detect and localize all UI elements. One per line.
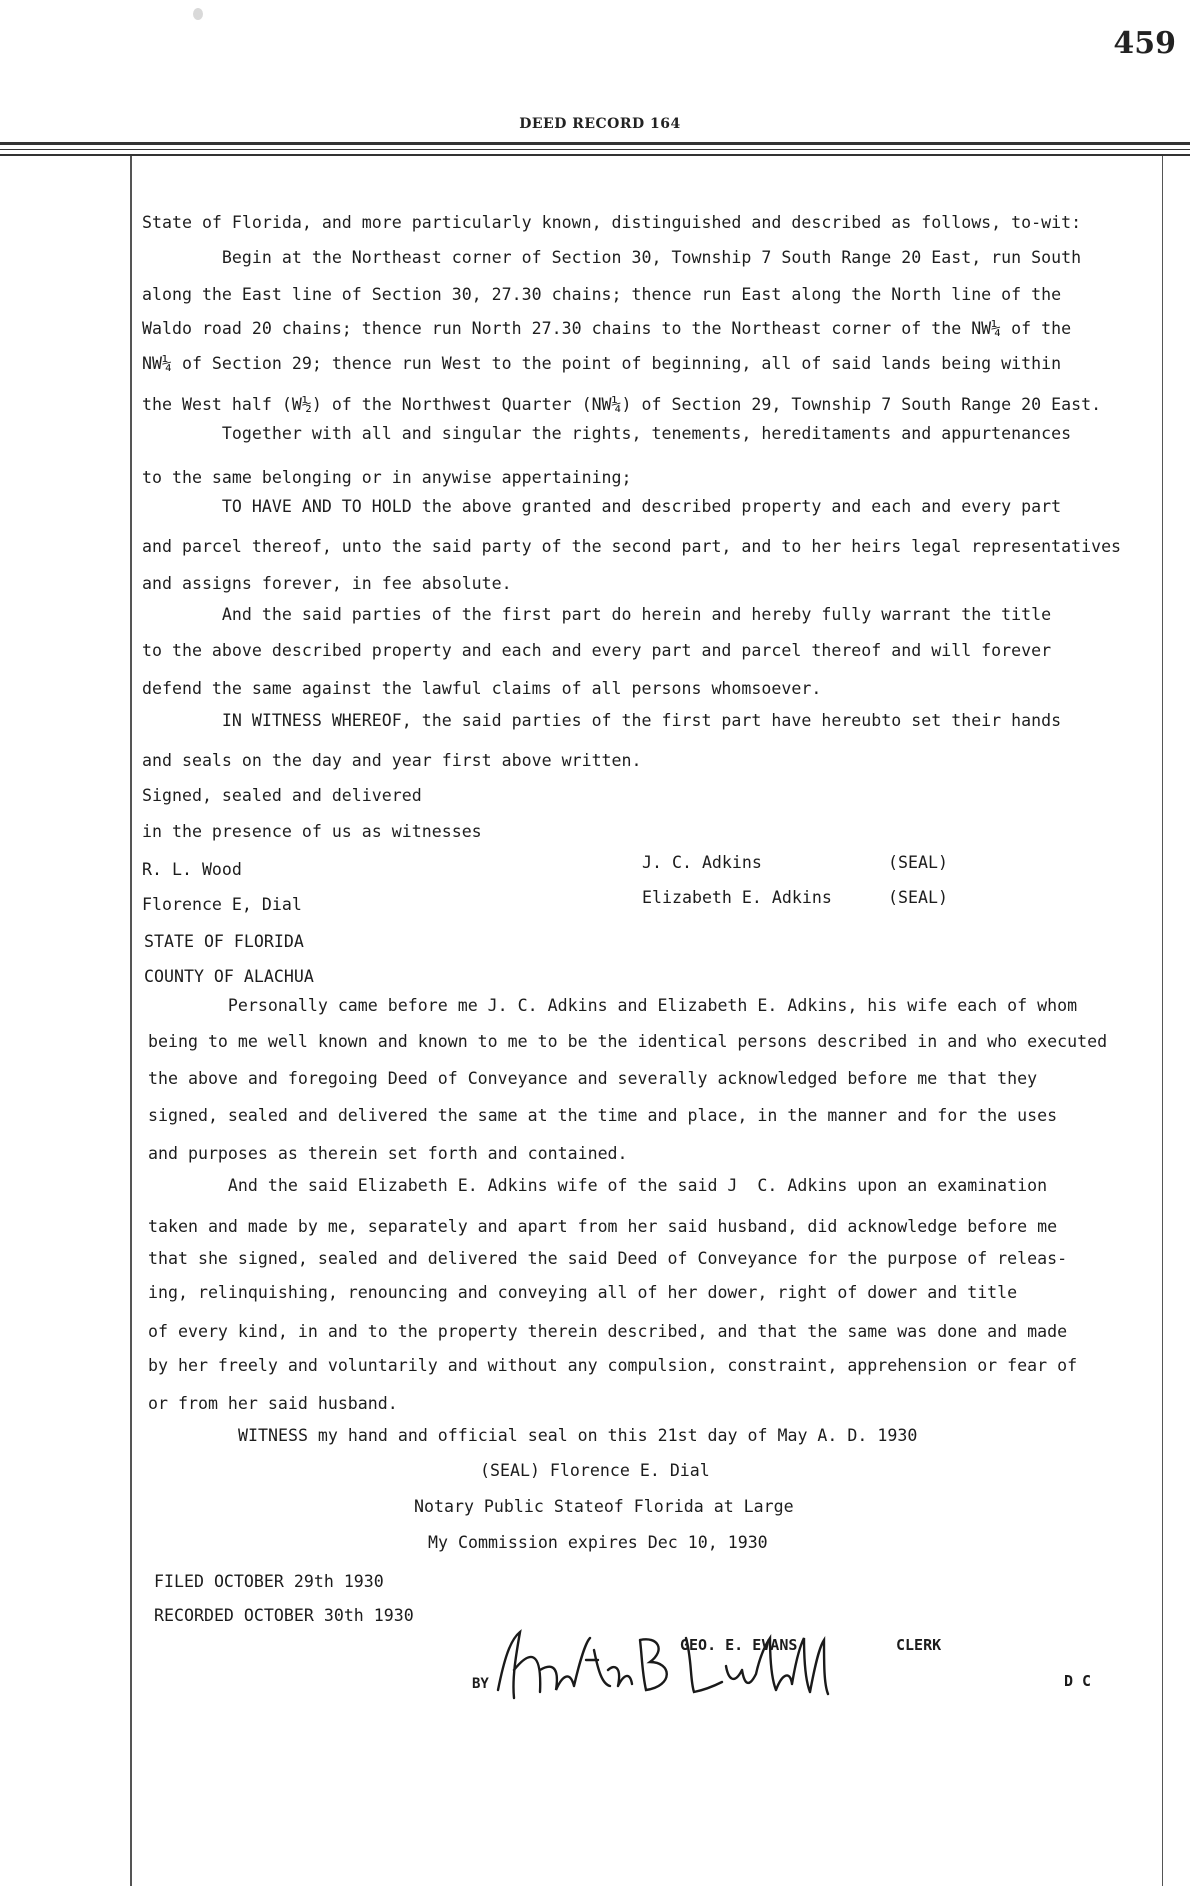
venue-line: COUNTY OF ALACHUA xyxy=(144,967,314,986)
clerk-name: GEO. E. EVANS xyxy=(680,1636,798,1654)
page-number: 459 xyxy=(1113,26,1176,61)
notary-title-line: Notary Public Stateof Florida at Large xyxy=(414,1497,794,1516)
deputy-clerk-signature xyxy=(490,1620,830,1710)
seal-mark: (SEAL) xyxy=(888,853,948,872)
deed-line: the West half (W½) of the Northwest Quarter (NW¼) of Section 29, Township 7 South Range 20 East. xyxy=(142,395,1102,414)
ack-line: by her freely and voluntarily and without any compulsion, constraint, apprehension or fear of xyxy=(148,1356,1078,1375)
venue-line: STATE OF FLORIDA xyxy=(144,932,304,951)
deed-line: Waldo road 20 chains; thence run North 27.30 chains to the Northeast corner of the NW¼ of the xyxy=(142,319,1072,338)
deed-line: in the presence of us as witnesses xyxy=(142,822,482,841)
header-rule xyxy=(0,149,1190,150)
ack-line: and purposes as therein set forth and contained. xyxy=(148,1144,628,1163)
deed-line: And the said parties of the first part do herein and hereby fully warrant the title xyxy=(142,605,1052,624)
witness-name: Florence E, Dial xyxy=(142,895,302,914)
deed-line: Begin at the Northeast corner of Section 30, Township 7 South Range 20 East, run South xyxy=(142,248,1082,267)
filed-date: FILED OCTOBER 29th 1930 xyxy=(154,1572,384,1591)
margin-line-right xyxy=(1162,156,1163,1886)
deed-line: Together with all and singular the rights, tenements, hereditaments and appurtenances xyxy=(142,424,1072,443)
deed-line: TO HAVE AND TO HOLD the above granted and described property and each and every part xyxy=(142,497,1062,516)
punch-hole xyxy=(193,8,203,20)
seal-mark: (SEAL) xyxy=(888,888,948,907)
grantor-name: J. C. Adkins xyxy=(642,853,762,872)
deed-line: Signed, sealed and delivered xyxy=(142,786,422,805)
clerk-title: CLERK xyxy=(896,1636,942,1654)
deed-line: NW¼ of Section 29; thence run West to the point of beginning, all of said lands being within xyxy=(142,354,1062,373)
deed-line: to the same belonging or in anywise appertaining; xyxy=(142,468,632,487)
witness-name: R. L. Wood xyxy=(142,860,242,879)
page-header: DEED RECORD 164 xyxy=(519,116,681,132)
ack-line: or from her said husband. xyxy=(148,1394,398,1413)
recorded-date: RECORDED OCTOBER 30th 1930 xyxy=(154,1606,414,1625)
deputy-clerk-label: D C xyxy=(1064,1672,1092,1690)
deed-line: to the above described property and each and every part and parcel thereof and will forever xyxy=(142,641,1052,660)
ack-line: And the said Elizabeth E. Adkins wife of the said J C. Adkins upon an examination xyxy=(148,1176,1048,1195)
header-rule xyxy=(0,142,1190,145)
ack-line: ing, relinquishing, renouncing and conveying all of her dower, right of dower and title xyxy=(148,1283,1018,1302)
notary-commission-line: My Commission expires Dec 10, 1930 xyxy=(428,1533,768,1552)
by-label: BY xyxy=(472,1676,489,1692)
ack-line: signed, sealed and delivered the same at the time and place, in the manner and for the uses xyxy=(148,1106,1058,1125)
ack-line: the above and foregoing Deed of Conveyance and severally acknowledged before me that they xyxy=(148,1069,1038,1088)
deed-line: and parcel thereof, unto the said party of the second part, and to her heirs legal representatives xyxy=(142,537,1122,556)
margin-line-left xyxy=(130,156,132,1886)
deed-line: defend the same against the lawful claims of all persons whomsoever. xyxy=(142,679,822,698)
witness-statement: WITNESS my hand and official seal on this 21st day of May A. D. 1930 xyxy=(238,1426,918,1445)
deed-line: and seals on the day and year first above written. xyxy=(142,751,642,770)
deed-line: and assigns forever, in fee absolute. xyxy=(142,574,512,593)
deed-line: State of Florida, and more particularly known, distinguished and described as follows, to-wit: xyxy=(142,213,1082,232)
ack-line: taken and made by me, separately and apart from her said husband, did acknowledge before me xyxy=(148,1217,1058,1236)
grantor-name: Elizabeth E. Adkins xyxy=(642,888,832,907)
ack-line: Personally came before me J. C. Adkins and Elizabeth E. Adkins, his wife each of whom xyxy=(148,996,1078,1015)
notary-seal-line: (SEAL) Florence E. Dial xyxy=(480,1461,710,1480)
ack-line: of every kind, in and to the property therein described, and that the same was done and made xyxy=(148,1322,1068,1341)
header-rule xyxy=(0,154,1190,156)
deed-line: along the East line of Section 30, 27.30 chains; thence run East along the North line of the xyxy=(142,285,1062,304)
ack-line: that she signed, sealed and delivered the said Deed of Conveyance for the purpose of releas- xyxy=(148,1249,1068,1268)
deed-line: IN WITNESS WHEREOF, the said parties of the first part have hereubto set their hands xyxy=(142,711,1062,730)
ack-line: being to me well known and known to me to be the identical persons described in and who executed xyxy=(148,1032,1108,1051)
